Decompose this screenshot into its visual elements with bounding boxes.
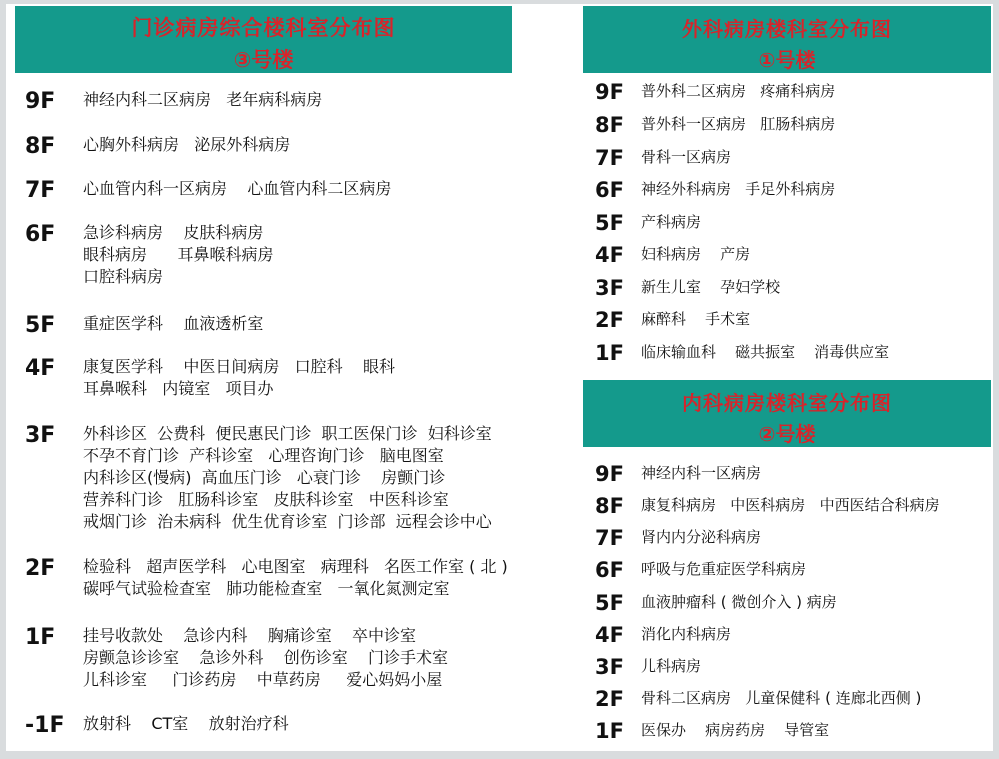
department-list xyxy=(641,178,835,200)
department-list xyxy=(641,591,837,613)
department-line: 急诊科病房 皮肤科病房 xyxy=(83,223,264,242)
floor-label: 9F xyxy=(25,89,56,114)
department-list xyxy=(83,313,263,335)
department-line: 检验科 超声医学科 心电图室 病理科 名医工作室 ( 北 ) xyxy=(83,557,508,576)
panel-building-1 xyxy=(583,6,993,368)
department-line: 放射科 CT室 放射治疗科 xyxy=(83,714,289,733)
department-list xyxy=(641,80,835,102)
floor-label: 8F xyxy=(595,113,624,137)
department-line: 骨科二区病房 儿童保健科 ( 连廊北西侧 ) xyxy=(641,689,922,707)
department-line: 神经外科病房 手足外科病房 xyxy=(641,180,836,198)
department-line: 呼吸与危重症医学科病房 xyxy=(641,560,807,578)
floor-label: 7F xyxy=(595,146,624,170)
panel-3-title: 门诊病房综合楼科室分布图 xyxy=(131,16,396,40)
department-list xyxy=(83,625,448,691)
directory-board xyxy=(6,4,993,751)
department-line: 神经内科一区病房 xyxy=(641,464,762,482)
department-list xyxy=(641,243,750,265)
department-list xyxy=(83,89,322,111)
floor-label: 8F xyxy=(595,494,624,518)
department-line: 耳鼻喉科 内镜室 项目办 xyxy=(83,379,274,398)
department-line: 房颤急诊诊室 急诊外科 创伤诊室 门诊手术室 xyxy=(83,648,449,667)
department-line: 外科诊区 公费科 便民惠民门诊 职工医保门诊 妇科诊室 xyxy=(83,424,492,443)
department-line: 麻醉科 手术室 xyxy=(641,310,751,328)
department-list xyxy=(641,623,731,645)
panel-building-2 xyxy=(583,380,993,750)
floor-label: 3F xyxy=(595,276,624,300)
department-line: 肾内内分泌科病房 xyxy=(641,528,762,546)
department-list xyxy=(641,113,835,135)
department-list xyxy=(641,655,701,677)
department-line: 消化内科病房 xyxy=(641,625,732,643)
department-list xyxy=(83,356,395,400)
department-line: 新生儿室 孕妇学校 xyxy=(641,278,781,296)
department-line: 儿科病房 xyxy=(641,657,702,675)
department-list xyxy=(83,423,492,533)
department-line: 心胸外科病房 泌尿外科病房 xyxy=(83,135,291,154)
floor-label: 1F xyxy=(595,341,624,365)
department-list xyxy=(641,462,761,484)
floor-label: 4F xyxy=(25,356,56,381)
department-list xyxy=(83,556,508,600)
floor-label: 2F xyxy=(595,308,624,332)
floor-label: -1F xyxy=(25,713,65,738)
floor-label: 3F xyxy=(595,655,624,679)
panel-2-title: 内科病房楼科室分布图 xyxy=(682,391,892,415)
panel-1-header xyxy=(583,6,991,73)
department-line: 内科诊区(慢病) 高血压门诊 心衰门诊 房颤门诊 xyxy=(83,468,446,487)
floor-label: 7F xyxy=(25,178,56,203)
department-line: 临床输血科 磁共振室 消毒供应室 xyxy=(641,343,890,361)
floor-label: 5F xyxy=(595,211,624,235)
department-line: 碳呼气试验检查室 肺功能检查室 一氧化氮测定室 xyxy=(83,579,450,598)
department-list xyxy=(641,146,731,168)
department-line: 医保办 病房药房 导管室 xyxy=(641,721,830,739)
department-line: 普外科二区病房 疼痛科病房 xyxy=(641,82,836,100)
floor-label: 5F xyxy=(595,591,624,615)
panel-2-header xyxy=(583,380,991,447)
panel-1-title: 外科病房楼科室分布图 xyxy=(682,17,892,41)
floor-label: 6F xyxy=(595,558,624,582)
department-line: 普外科一区病房 肛肠科病房 xyxy=(641,115,836,133)
department-line: 不孕不育门诊 产科诊室 心理咨询门诊 脑电图室 xyxy=(83,446,444,465)
panel-building-3 xyxy=(15,6,515,746)
department-line: 康复医学科 中医日间病房 口腔科 眼科 xyxy=(83,357,395,376)
department-line: 骨科一区病房 xyxy=(641,148,732,166)
panel-1-subtitle: ①号楼 xyxy=(758,48,816,72)
department-list xyxy=(641,687,921,709)
department-list xyxy=(83,134,290,156)
floor-label: 9F xyxy=(595,462,624,486)
department-line: 口腔科病房 xyxy=(83,267,164,286)
department-list xyxy=(641,276,780,298)
department-line: 心血管内科一区病房 心血管内科二区病房 xyxy=(83,179,392,198)
panel-2-subtitle: ②号楼 xyxy=(758,422,816,446)
department-list xyxy=(641,341,889,363)
department-list xyxy=(641,211,701,233)
department-line: 神经内科二区病房 老年病科病房 xyxy=(83,90,323,109)
department-list xyxy=(83,713,289,735)
panel-3-header xyxy=(15,6,512,73)
floor-label: 2F xyxy=(595,687,624,711)
department-list xyxy=(83,178,391,200)
department-line: 戒烟门诊 治未病科 优生优育诊室 门诊部 远程会诊中心 xyxy=(83,512,492,531)
panel-3-subtitle: ③号楼 xyxy=(233,48,294,72)
floor-label: 4F xyxy=(595,243,624,267)
floor-label: 5F xyxy=(25,313,56,338)
floor-label: 3F xyxy=(25,423,56,448)
floor-label: 2F xyxy=(25,556,56,581)
department-line: 儿科诊室 门诊药房 中草药房 爱心妈妈小屋 xyxy=(83,670,443,689)
department-list xyxy=(641,558,806,580)
department-line: 康复科病房 中医科病房 中西医结合科病房 xyxy=(641,496,940,514)
floor-label: 6F xyxy=(595,178,624,202)
floor-label: 6F xyxy=(25,222,56,247)
department-list xyxy=(641,719,829,741)
floor-label: 1F xyxy=(595,719,624,743)
department-list xyxy=(641,494,940,516)
department-line: 产科病房 xyxy=(641,213,702,231)
floor-label: 4F xyxy=(595,623,624,647)
department-list xyxy=(83,222,274,288)
department-list xyxy=(641,526,761,548)
floor-label: 7F xyxy=(595,526,624,550)
department-line: 挂号收款处 急诊内科 胸痛诊室 卒中诊室 xyxy=(83,626,417,645)
floor-label: 9F xyxy=(595,80,624,104)
department-line: 眼科病房 耳鼻喉科病房 xyxy=(83,245,274,264)
department-line: 营养科门诊 肛肠科诊室 皮肤科诊室 中医科诊室 xyxy=(83,490,449,509)
floor-label: 1F xyxy=(25,625,56,650)
department-list xyxy=(641,308,750,330)
floor-label: 8F xyxy=(25,134,56,159)
department-line: 重症医学科 血液透析室 xyxy=(83,314,264,333)
department-line: 血液肿瘤科 ( 微创介入 ) 病房 xyxy=(641,593,837,611)
department-line: 妇科病房 产房 xyxy=(641,245,751,263)
